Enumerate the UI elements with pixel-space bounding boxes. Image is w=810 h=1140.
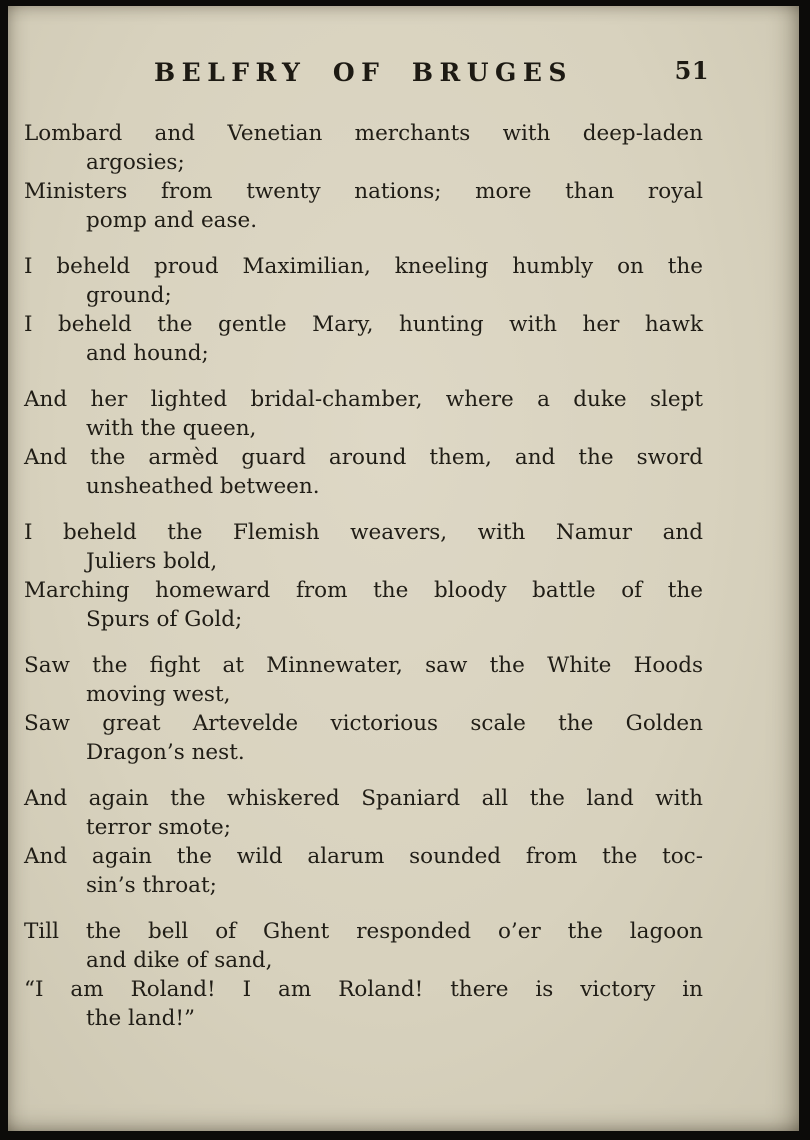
poem-line-continuation: sin’s throat; [86,873,217,898]
poem-line-first: Lombard and Venetian merchants with deep-laden [24,121,703,146]
stanza [24,252,703,368]
poem-line-first: Marching homeward from the bloody battle of the [24,578,703,603]
running-title: BELFRY OF BRUGES [154,58,573,87]
poem-line-continuation: and dike of sand, [86,948,273,973]
poem-line-continuation: pomp and ease. [86,208,258,233]
poem-line [24,651,703,709]
page-content [8,58,799,1033]
poem-line [24,576,703,634]
poem-line [24,518,703,576]
poem-line-first: Ministers from twenty nations; more than royal [24,179,703,204]
poem-line-continuation: moving west, [86,682,231,707]
poem-line-first: Saw the fight at Minnewater, saw the White Hoods [24,653,703,678]
stanza [24,651,703,767]
book-page [8,6,799,1131]
poem-line-continuation: Dragon’s nest. [86,740,245,765]
stanza [24,119,703,235]
poem-line [24,784,703,842]
poem-line [24,177,703,235]
poem-line [24,842,703,900]
poem-line [24,917,703,975]
poem-line-first: And again the whiskered Spaniard all the land with [24,786,703,811]
poem-line-first: And the armèd guard around them, and the sword [24,445,703,470]
poem-line [24,310,703,368]
poem-line-first: And again the wild alarum sounded from the toc- [24,844,703,869]
poem-line-first: And her lighted bridal-chamber, where a duke slept [24,387,703,412]
stanza [24,518,703,634]
stanza [24,784,703,900]
stanza [24,917,703,1033]
poem-line [24,252,703,310]
poem-line-first: I beheld proud Maximilian, kneeling humbly on the [24,254,703,279]
page-number: 51 [674,56,709,85]
poem-line-continuation: Juliers bold, [86,549,218,574]
poem-line-first: “I am Roland! I am Roland! there is victory in [24,977,703,1002]
poem-line-first: I beheld the gentle Mary, hunting with her hawk [24,312,703,337]
poem-line-continuation: the land!” [86,1006,195,1031]
poem-line-continuation: unsheathed between. [86,474,320,499]
poem-line [24,975,703,1033]
poem-body [24,119,703,1033]
poem-line-first: Till the bell of Ghent responded o’er the lagoon [24,919,703,944]
poem-line-continuation: ground; [86,283,172,308]
poem-line-continuation: Spurs of Gold; [86,607,243,632]
poem-line-continuation: with the queen, [86,416,257,441]
poem-line-continuation: argosies; [86,150,185,175]
poem-line [24,709,703,767]
poem-line [24,119,703,177]
stanza [24,385,703,501]
page-header [24,56,709,92]
poem-line [24,443,703,501]
poem-line-continuation: terror smote; [86,815,231,840]
poem-line-first: I beheld the Flemish weavers, with Namur and [24,520,703,545]
poem-line-first: Saw great Artevelde victorious scale the Golden [24,711,703,736]
poem-line-continuation: and hound; [86,341,209,366]
poem-line [24,385,703,443]
